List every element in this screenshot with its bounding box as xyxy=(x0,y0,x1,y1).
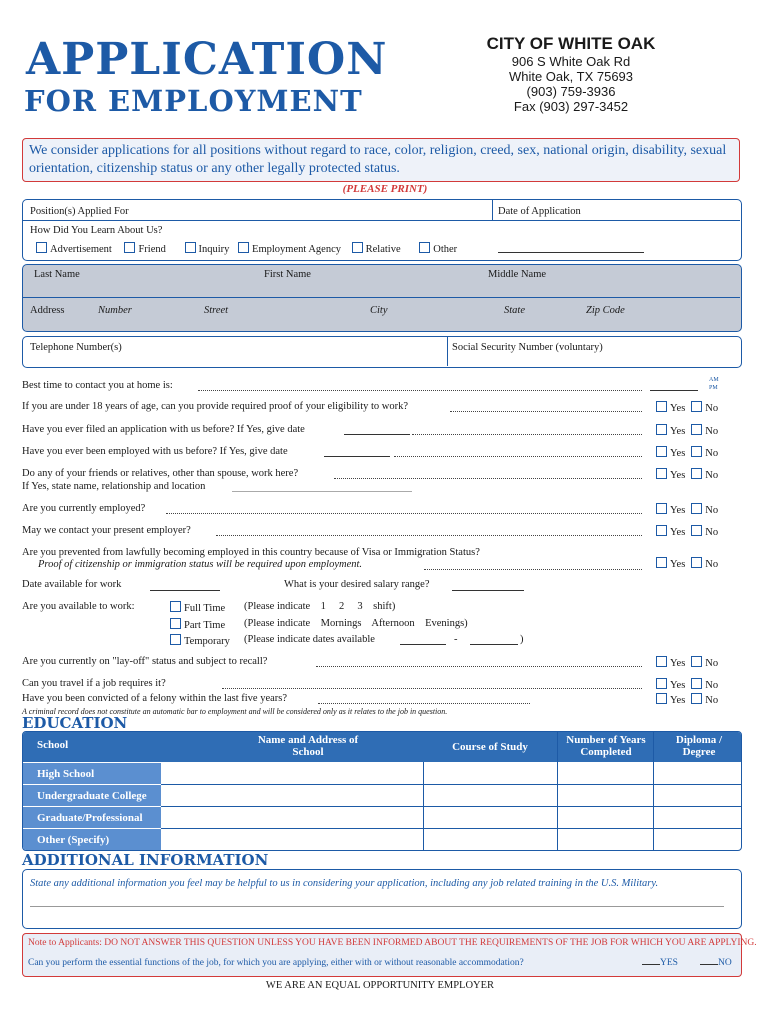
friends-detail-label: If Yes, state name, relationship and location xyxy=(22,481,206,492)
visa-yes-no[interactable]: Yes No xyxy=(650,557,718,570)
contact-employer-yes-no[interactable]: Yes No xyxy=(650,525,718,538)
dot-leader xyxy=(394,456,642,457)
best-time-question: Best time to contact you at home is: xyxy=(22,380,173,391)
date-available-label: Date available for work xyxy=(22,579,122,590)
option-friend[interactable]: Friend xyxy=(124,244,165,255)
checkbox[interactable] xyxy=(124,242,135,253)
option-advertisement[interactable]: Advertisement xyxy=(36,244,112,255)
temporary-option[interactable]: Temporary xyxy=(170,634,230,647)
felony-question: Have you been convicted of a felony within the last five years? xyxy=(22,693,288,704)
middle-name-field[interactable]: Middle Name xyxy=(488,269,547,280)
address-line-2: White Oak, TX 75693 xyxy=(508,69,634,84)
filed-yes-no[interactable]: Yes No xyxy=(650,424,718,437)
education-row-graduate: Graduate/Professional xyxy=(23,806,161,829)
criminal-record-note: A criminal record does not constitute an automatic bar to employment and will be considered only as it relates to the job in question. xyxy=(22,707,448,716)
salary-range-input[interactable] xyxy=(452,590,524,591)
am-pm[interactable]: AM PM xyxy=(709,377,719,391)
address-line-1: 906 S White Oak Rd xyxy=(511,54,631,69)
dash: - xyxy=(454,634,458,645)
zip-code-field[interactable]: Zip Code xyxy=(586,305,625,316)
last-name-field[interactable]: Last Name xyxy=(34,269,80,280)
street-field[interactable]: Street xyxy=(204,305,229,316)
layoff-question: Are you currently on "lay-off" status and subject to recall? xyxy=(22,656,268,667)
temporary-to-input[interactable] xyxy=(470,644,518,645)
checkbox[interactable] xyxy=(185,242,196,253)
divider xyxy=(492,200,493,220)
telephone-field[interactable]: Telephone Number(s) xyxy=(30,342,122,353)
grid-line xyxy=(161,784,741,785)
part-time-note: (Please indicate Mornings Afternoon Evenings) xyxy=(244,618,468,629)
dot-leader xyxy=(450,411,642,412)
friends-detail-input[interactable] xyxy=(232,491,412,492)
name-address-col-header: Name and Address of School xyxy=(253,734,363,758)
city-address-block xyxy=(466,34,676,114)
option-other[interactable]: Other xyxy=(419,244,457,255)
employed-before-question: Have you ever been employed with us before? If Yes, give date xyxy=(22,446,288,457)
checkbox[interactable] xyxy=(419,242,430,253)
currently-employed-yes-no[interactable]: Yes No xyxy=(650,503,718,516)
date-available-input[interactable] xyxy=(150,590,220,591)
travel-yes-no[interactable]: Yes No xyxy=(650,678,718,691)
years-col-header: Number of Years Completed xyxy=(559,734,653,758)
grid-line xyxy=(653,732,654,850)
footer-eoe: WE ARE AN EQUAL OPPORTUNITY EMPLOYER xyxy=(265,980,495,991)
option-relative[interactable]: Relative xyxy=(352,244,401,255)
felony-yes-no[interactable]: Yes No xyxy=(650,693,718,706)
close-paren: ) xyxy=(520,634,524,645)
education-heading: EDUCATION xyxy=(22,714,128,732)
education-row-high-school: High School xyxy=(23,762,161,785)
date-of-application-label[interactable]: Date of Application xyxy=(498,206,581,217)
learn-about-us-label: How Did You Learn About Us? xyxy=(30,225,163,236)
grid-line xyxy=(423,762,424,850)
phone-number: (903) 759-3936 xyxy=(526,84,616,99)
contact-employer-question: May we contact your present employer? xyxy=(22,525,191,536)
full-time-note: (Please indicate 1 2 3 shift) xyxy=(244,601,396,612)
best-time-input[interactable] xyxy=(650,390,698,391)
under-18-yes-no[interactable]: Yes No xyxy=(650,401,718,414)
diploma-col-header: Diploma / Degree xyxy=(663,734,735,758)
dot-leader xyxy=(222,688,642,689)
name-address-box xyxy=(22,264,742,332)
additional-info-prompt: State any additional information you feel may be helpful to us in considering your application, including any job related training in the U.S. Military. xyxy=(30,878,659,889)
friends-yes-no[interactable]: Yes No xyxy=(650,468,718,481)
ssn-field[interactable]: Social Security Number (voluntary) xyxy=(452,342,603,353)
dot-leader xyxy=(318,703,530,704)
additional-info-line[interactable] xyxy=(30,906,724,907)
divider xyxy=(447,337,448,366)
school-col-header: School xyxy=(23,732,161,762)
address-label: Address xyxy=(30,305,65,316)
applicant-note-line1: Note to Applicants: DO NOT ANSWER THIS QUESTION UNLESS YOU HAVE BEEN INFORMED ABOUT THE REQUIREMENTS OF THE JOB FOR WHICH YOU ARE APPLYING. xyxy=(28,938,757,948)
dot-leader xyxy=(198,390,642,391)
employed-date-input[interactable] xyxy=(324,456,390,457)
dot-leader xyxy=(316,666,642,667)
education-row-undergraduate: Undergraduate College xyxy=(23,784,161,807)
equal-opportunity-notice xyxy=(22,138,740,182)
visa-question: Are you prevented from lawfully becoming employed in this country because of Visa or Immigration Status? xyxy=(22,547,480,558)
education-row-other: Other (Specify) xyxy=(23,828,161,851)
fax-number: Fax (903) 297-3452 xyxy=(513,99,629,114)
temporary-from-input[interactable] xyxy=(400,644,446,645)
phone-box xyxy=(22,336,742,368)
additional-info-heading: ADDITIONAL INFORMATION xyxy=(22,851,269,869)
part-time-option[interactable]: Part Time xyxy=(170,618,225,631)
position-applied-label[interactable]: Position(s) Applied For xyxy=(30,206,129,217)
grid-line xyxy=(161,806,741,807)
friends-question: Do any of your friends or relatives, other than spouse, work here? xyxy=(22,468,299,479)
checkbox[interactable] xyxy=(36,242,47,253)
notice-text: We consider applications for all positions without regard to race, color, religion, creed, sex, national origin, disability, sexual orientation, citizenship status or any other legally protected status. xyxy=(29,143,727,176)
number-field[interactable]: Number xyxy=(98,305,132,316)
divider xyxy=(23,297,740,298)
education-table xyxy=(22,731,742,851)
checkbox[interactable] xyxy=(352,242,363,253)
course-col-header: Course of Study xyxy=(435,741,545,753)
city-field[interactable]: City xyxy=(370,305,388,316)
full-time-option[interactable]: Full Time xyxy=(170,601,225,614)
checkbox[interactable] xyxy=(238,242,249,253)
grid-line xyxy=(557,732,558,850)
accommodation-no[interactable]: NO xyxy=(700,958,732,968)
filed-date-input[interactable] xyxy=(344,434,410,435)
divider xyxy=(23,220,740,221)
first-name-field[interactable]: First Name xyxy=(264,269,311,280)
available-to-work-label: Are you available to work: xyxy=(22,601,135,612)
dot-leader xyxy=(216,535,642,536)
filed-before-question: Have you ever filed an application with us before? If Yes, give date xyxy=(22,424,305,435)
currently-employed-question: Are you currently employed? xyxy=(22,503,146,514)
layoff-yes-no[interactable]: Yes No xyxy=(650,656,718,669)
title-for-employment: FOR EMPLOYMENT xyxy=(24,84,363,118)
learn-options xyxy=(36,242,457,255)
state-field[interactable]: State xyxy=(504,305,525,316)
dot-leader xyxy=(166,513,642,514)
applicant-note-line2: Can you perform the essential functions of the job, for which you are applying, either with or without reasonable accommodation? xyxy=(28,958,524,968)
under-18-question: If you are under 18 years of age, can you provide required proof of your eligibility to work? xyxy=(22,401,409,412)
dot-leader xyxy=(334,478,642,479)
dot-leader xyxy=(424,569,642,570)
title-application: APPLICATION xyxy=(26,34,388,85)
please-print: (PLEASE PRINT) xyxy=(342,183,428,195)
visa-note: Proof of citizenship or immigration status will be required upon employment. xyxy=(38,559,363,570)
travel-question: Can you travel if a job requires it? xyxy=(22,678,166,689)
dot-leader xyxy=(412,434,642,435)
accommodation-yes[interactable]: YES xyxy=(642,958,678,968)
employed-before-yes-no[interactable]: Yes No xyxy=(650,446,718,459)
salary-range-label: What is your desired salary range? xyxy=(284,579,430,590)
option-inquiry[interactable]: Inquiry xyxy=(185,244,230,255)
grid-line xyxy=(161,828,741,829)
other-input[interactable] xyxy=(498,252,644,253)
temporary-note: (Please indicate dates available xyxy=(244,634,375,645)
option-employment-agency[interactable]: Employment Agency xyxy=(238,244,341,255)
city-name: CITY OF WHITE OAK xyxy=(486,34,656,53)
